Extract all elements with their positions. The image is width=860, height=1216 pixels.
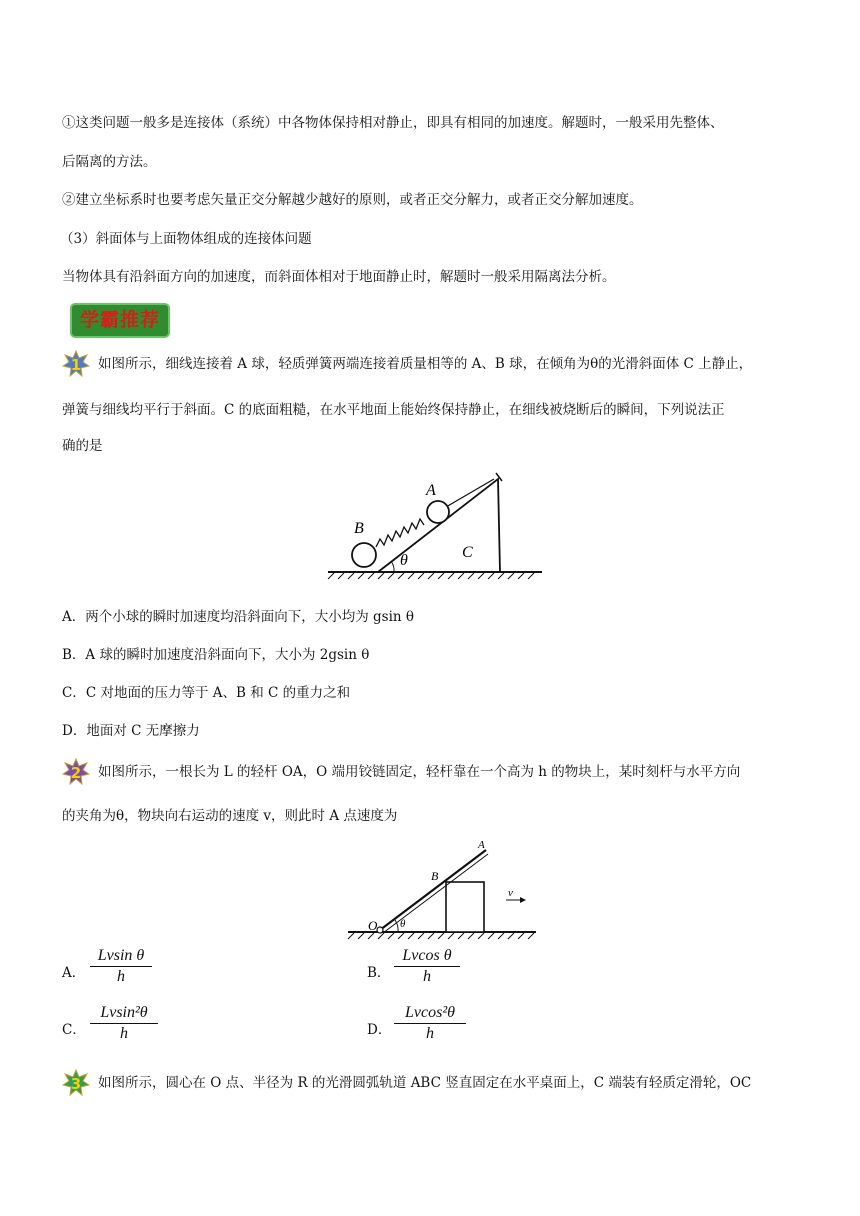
q1-option-B: B．A 球的瞬时加速度沿斜面向下，大小为 2gsin θ [62, 647, 370, 663]
fraction-bar [394, 1023, 466, 1024]
fraction-bar [90, 1023, 158, 1024]
recommend-badge [70, 303, 170, 338]
q1-label-A: A [426, 482, 436, 499]
question-number-2: 2 [70, 764, 82, 782]
q1-text-line-3: 确的是 [62, 438, 103, 454]
q2-option-C-label: C． [62, 1022, 86, 1038]
q2-option-A-numerator: Lvsin θ [97, 947, 145, 964]
q2-option-A-denominator: h [117, 968, 125, 985]
q2-option-C-denominator: h [120, 1025, 128, 1042]
q1-label-B: B [354, 520, 364, 537]
q1-incline-figure [320, 465, 550, 583]
question-number-3-icon [62, 1069, 90, 1097]
q2-option-B-denominator: h [423, 968, 431, 985]
q2-option-B-formula [394, 947, 460, 986]
q1-text-line-2: 弹簧与细线均平行于斜面。C 的底面粗糙，在水平地面上能始终保持静止，在细线被烧断后的瞬间，下列说法正 [62, 402, 725, 418]
q1-label-theta: θ [400, 552, 408, 569]
q1-option-D: D．地面对 C 无摩擦力 [62, 723, 200, 739]
q2-option-C-formula [90, 1004, 158, 1043]
recommend-badge-label: 学霸推荐 [79, 309, 160, 331]
question-number-2-icon [62, 758, 90, 786]
note-paragraph-1b: 后隔离的方法。 [62, 154, 157, 170]
q1-option-A: A．两个小球的瞬时加速度均沿斜面向下，大小均为 gsin θ [62, 609, 415, 625]
q2-option-B-label: B． [367, 965, 391, 981]
q2-label-O: O [368, 918, 378, 933]
fraction-bar [90, 966, 152, 967]
q2-label-A: A [478, 839, 485, 851]
q1-label-C: C [462, 544, 473, 561]
section-heading: （3）斜面体与上面物体组成的连接体问题 [60, 231, 312, 247]
q2-label-B: B [431, 869, 439, 883]
q2-option-B-numerator: Lvcos θ [402, 947, 452, 964]
note-paragraph-4: 当物体具有沿斜面方向的加速度，而斜面体相对于地面静止时，解题时一般采用隔离法分析。 [62, 269, 616, 285]
q3-text-line-1: 如图所示，圆心在 O 点、半径为 R 的光滑圆弧轨道 ABC 竖直固定在水平桌面上，C 端装有轻质定滑轮，OC [98, 1075, 752, 1091]
q2-option-A-label: A． [62, 965, 86, 981]
q2-option-D-label: D． [367, 1022, 392, 1038]
q2-text-line-2: 的夹角为θ，物块向右运动的速度 v，则此时 A 点速度为 [62, 808, 398, 824]
q2-option-D-formula [394, 1004, 466, 1043]
q2-label-v: v [508, 887, 513, 899]
question-number-1-icon [62, 350, 90, 378]
q2-option-D-denominator: h [426, 1025, 434, 1042]
q2-text-line-1: 如图所示，一根长为 L 的轻杆 OA，O 端用铰链固定，轻杆靠在一个高为 h 的物块上，某时刻杆与水平方向 [98, 764, 741, 780]
q1-option-C: C．C 对地面的压力等于 A、B 和 C 的重力之和 [62, 685, 351, 701]
note-paragraph-2: ②建立坐标系时也要考虑矢量正交分解越少越好的原则，或者正交分解力，或者正交分解加速度。 [62, 192, 643, 208]
q2-option-C-numerator: Lvsin²θ [100, 1004, 148, 1021]
q2-rod-figure [340, 838, 540, 940]
q2-option-D-numerator: Lvcos²θ [405, 1004, 455, 1021]
question-number-1: 1 [70, 356, 82, 374]
fraction-bar [394, 966, 460, 967]
q2-label-theta: θ [400, 918, 406, 930]
question-number-3: 3 [70, 1075, 82, 1093]
q1-text-line-1: 如图所示，细线连接着 A 球，轻质弹簧两端连接着质量相等的 A、B 球，在倾角为θ的光滑斜面体 C 上静止， [98, 356, 753, 372]
q2-option-A-formula [90, 947, 152, 986]
note-paragraph-1a: ①这类问题一般多是连接体（系统）中各物体保持相对静止，即具有相同的加速度。解题时，一般采用先整体、 [62, 115, 724, 131]
